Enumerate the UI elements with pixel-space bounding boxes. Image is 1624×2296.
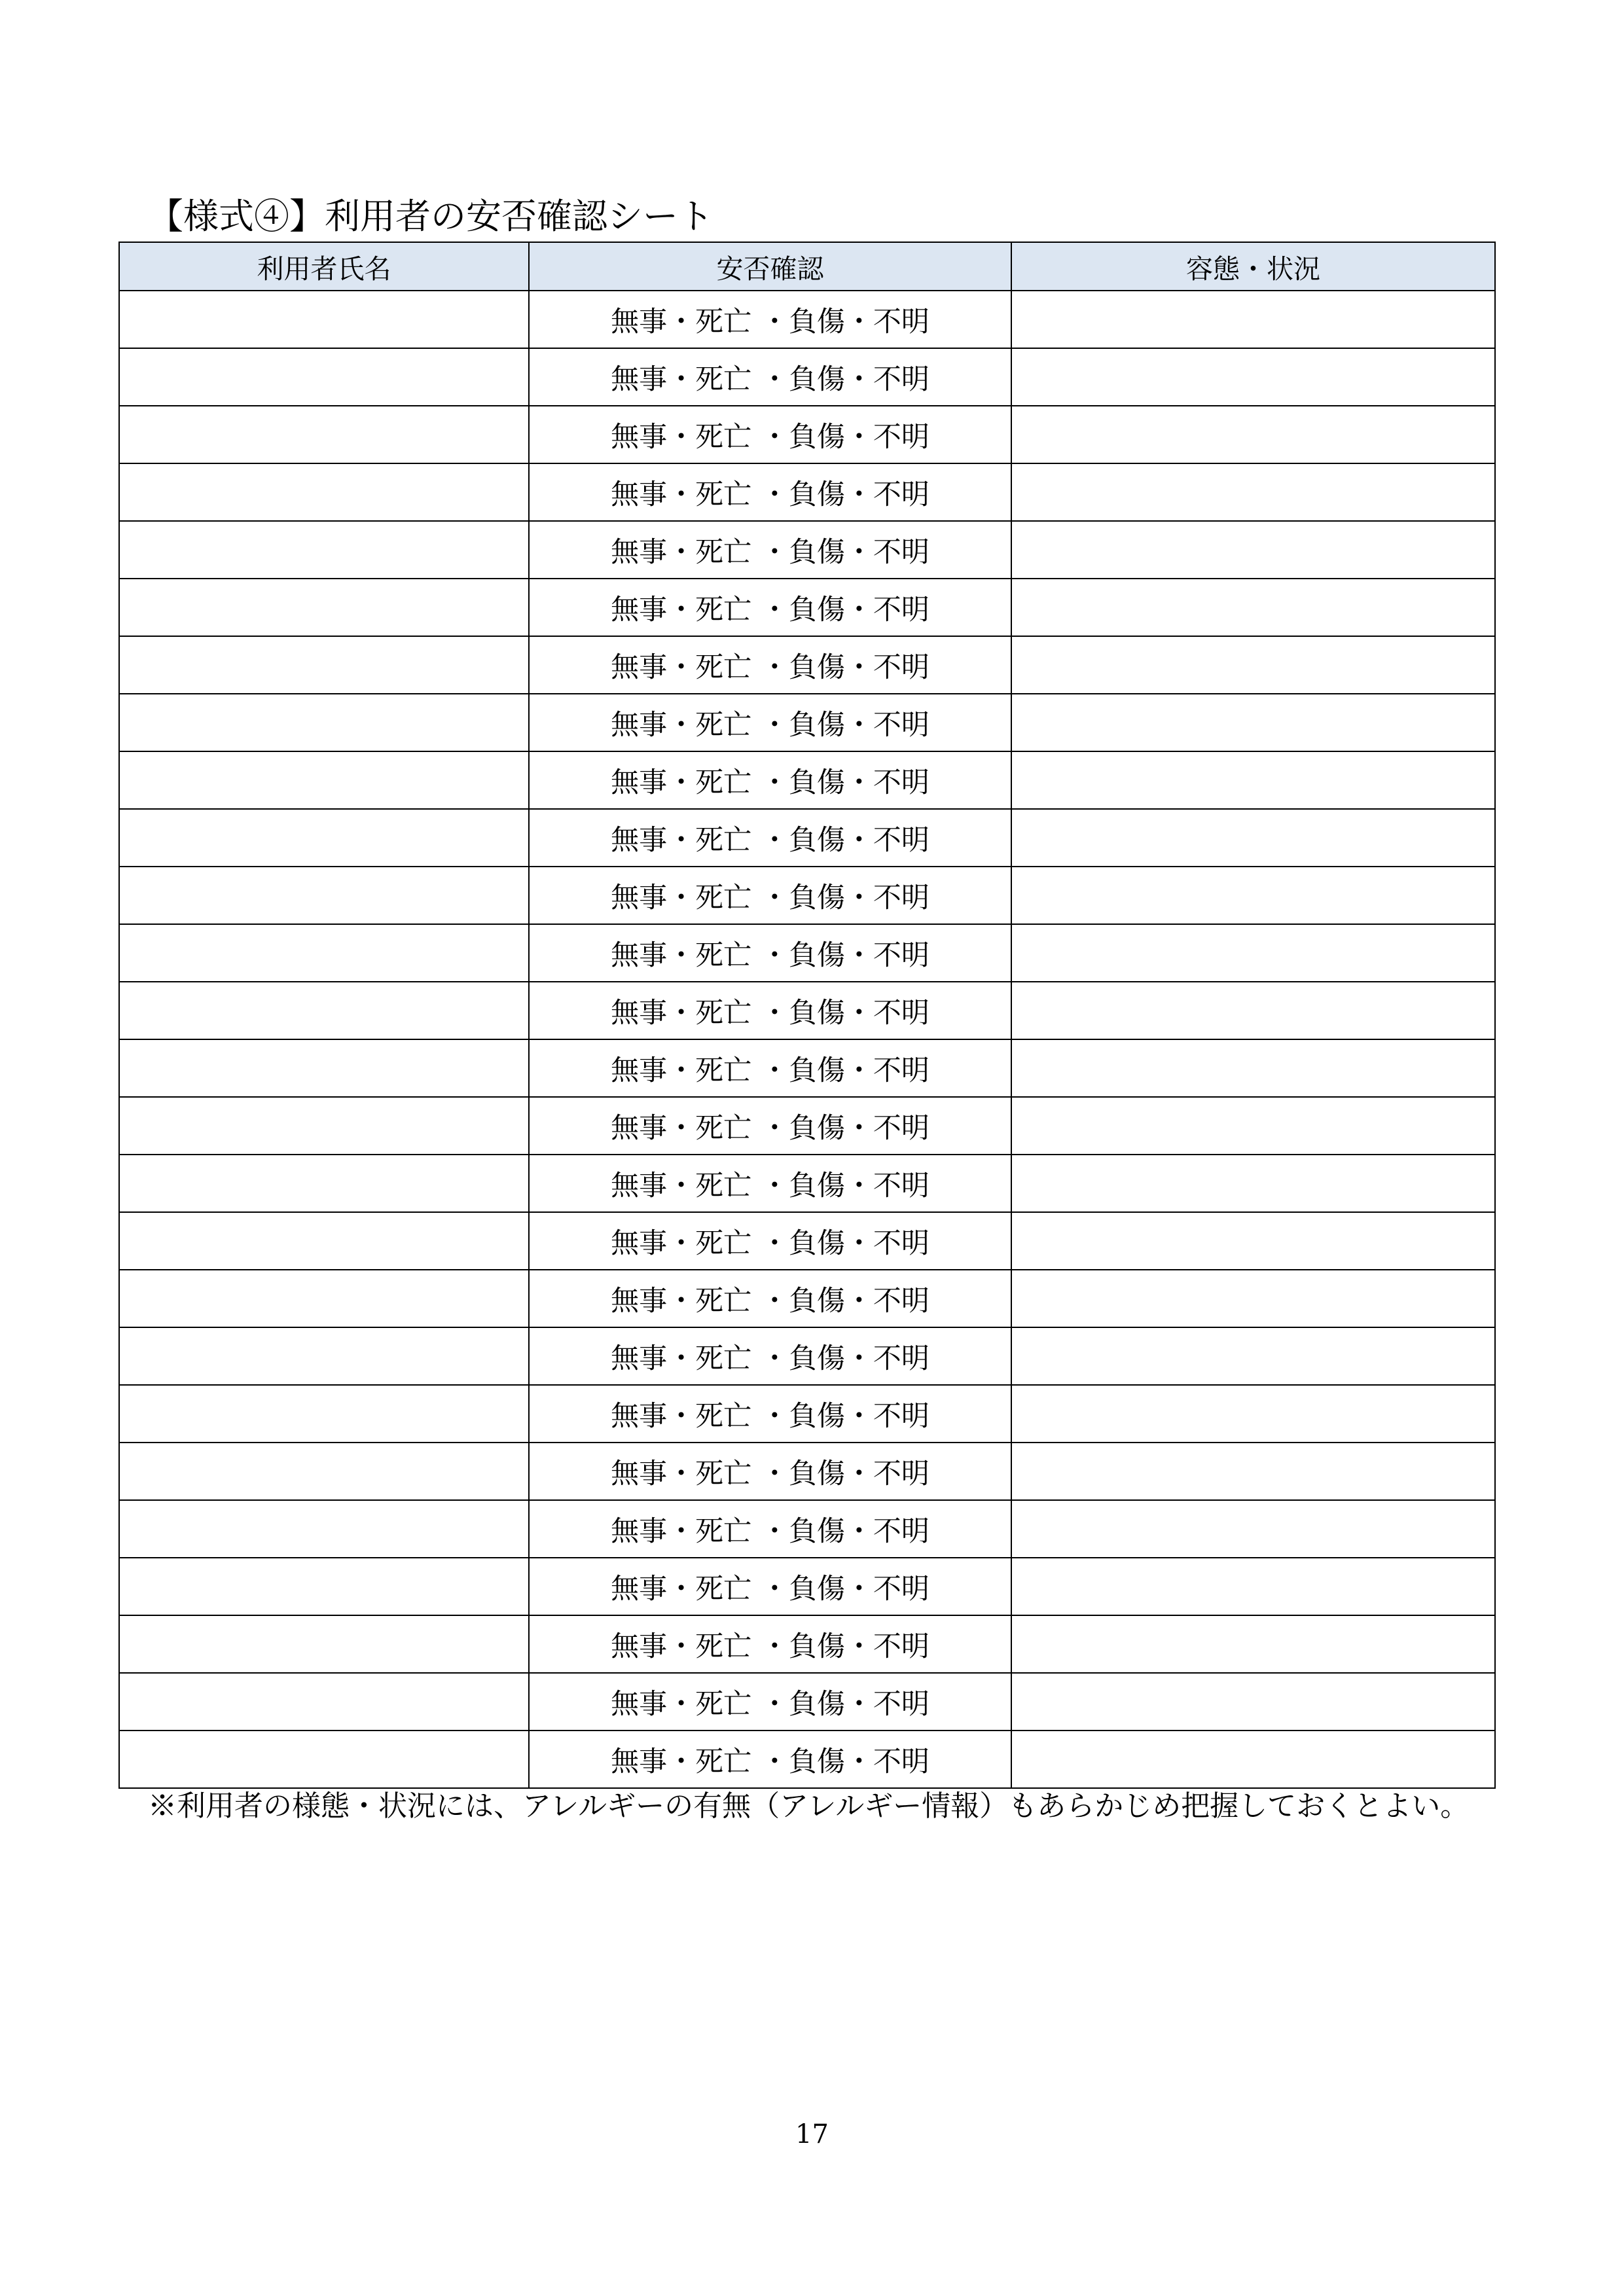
header-safety-status: 安否確認 bbox=[529, 242, 1011, 291]
safety-status-cell[interactable]: 無事・死亡 ・負傷・不明 bbox=[529, 348, 1011, 406]
safety-status-cell[interactable]: 無事・死亡 ・負傷・不明 bbox=[529, 1558, 1011, 1615]
safety-status-cell[interactable]: 無事・死亡 ・負傷・不明 bbox=[529, 463, 1011, 521]
condition-cell[interactable] bbox=[1011, 1500, 1495, 1558]
table-header-row bbox=[119, 242, 1495, 291]
condition-cell[interactable] bbox=[1011, 1731, 1495, 1788]
table-row bbox=[119, 1673, 1495, 1731]
safety-status-cell[interactable]: 無事・死亡 ・負傷・不明 bbox=[529, 1673, 1011, 1731]
table-row bbox=[119, 636, 1495, 694]
user-name-cell[interactable] bbox=[119, 636, 529, 694]
table-row bbox=[119, 463, 1495, 521]
condition-cell[interactable] bbox=[1011, 1039, 1495, 1097]
header-condition: 容態・状況 bbox=[1011, 242, 1495, 291]
table-row bbox=[119, 809, 1495, 867]
user-name-cell[interactable] bbox=[119, 982, 529, 1039]
safety-status-cell[interactable]: 無事・死亡 ・負傷・不明 bbox=[529, 1500, 1011, 1558]
safety-status-cell[interactable]: 無事・死亡 ・負傷・不明 bbox=[529, 809, 1011, 867]
table-row bbox=[119, 1212, 1495, 1270]
table-row bbox=[119, 1039, 1495, 1097]
safety-status-cell[interactable]: 無事・死亡 ・負傷・不明 bbox=[529, 1327, 1011, 1385]
page-number: 17 bbox=[795, 2119, 829, 2149]
table-row bbox=[119, 1097, 1495, 1155]
table-row bbox=[119, 1500, 1495, 1558]
user-name-cell[interactable] bbox=[119, 579, 529, 636]
table-row bbox=[119, 1615, 1495, 1673]
condition-cell[interactable] bbox=[1011, 1558, 1495, 1615]
condition-cell[interactable] bbox=[1011, 636, 1495, 694]
condition-cell[interactable] bbox=[1011, 694, 1495, 751]
condition-cell[interactable] bbox=[1011, 463, 1495, 521]
user-name-cell[interactable] bbox=[119, 1270, 529, 1327]
user-name-cell[interactable] bbox=[119, 1443, 529, 1500]
condition-cell[interactable] bbox=[1011, 1385, 1495, 1443]
user-name-cell[interactable] bbox=[119, 1039, 529, 1097]
page-title: 【様式④】利用者の安否確認シート bbox=[148, 196, 713, 237]
safety-status-cell[interactable]: 無事・死亡 ・負傷・不明 bbox=[529, 1097, 1011, 1155]
user-name-cell[interactable] bbox=[119, 463, 529, 521]
user-name-cell[interactable] bbox=[119, 291, 529, 348]
safety-status-cell[interactable]: 無事・死亡 ・負傷・不明 bbox=[529, 291, 1011, 348]
condition-cell[interactable] bbox=[1011, 1443, 1495, 1500]
safety-status-cell[interactable]: 無事・死亡 ・負傷・不明 bbox=[529, 1039, 1011, 1097]
user-name-cell[interactable] bbox=[119, 1212, 529, 1270]
table-row bbox=[119, 751, 1495, 809]
condition-cell[interactable] bbox=[1011, 751, 1495, 809]
safety-status-cell[interactable]: 無事・死亡 ・負傷・不明 bbox=[529, 1270, 1011, 1327]
condition-cell[interactable] bbox=[1011, 1615, 1495, 1673]
user-name-cell[interactable] bbox=[119, 867, 529, 924]
user-name-cell[interactable] bbox=[119, 521, 529, 579]
user-name-cell[interactable] bbox=[119, 694, 529, 751]
table-row bbox=[119, 521, 1495, 579]
user-name-cell[interactable] bbox=[119, 1615, 529, 1673]
user-name-cell[interactable] bbox=[119, 406, 529, 463]
condition-cell[interactable] bbox=[1011, 924, 1495, 982]
table-body bbox=[119, 291, 1495, 1788]
condition-cell[interactable] bbox=[1011, 291, 1495, 348]
condition-cell[interactable] bbox=[1011, 982, 1495, 1039]
safety-status-cell[interactable]: 無事・死亡 ・負傷・不明 bbox=[529, 521, 1011, 579]
safety-status-cell[interactable]: 無事・死亡 ・負傷・不明 bbox=[529, 1212, 1011, 1270]
condition-cell[interactable] bbox=[1011, 1327, 1495, 1385]
safety-status-cell[interactable]: 無事・死亡 ・負傷・不明 bbox=[529, 751, 1011, 809]
user-name-cell[interactable] bbox=[119, 809, 529, 867]
user-name-cell[interactable] bbox=[119, 1385, 529, 1443]
safety-status-cell[interactable]: 無事・死亡 ・負傷・不明 bbox=[529, 1155, 1011, 1212]
safety-status-cell[interactable]: 無事・死亡 ・負傷・不明 bbox=[529, 1615, 1011, 1673]
safety-status-cell[interactable]: 無事・死亡 ・負傷・不明 bbox=[529, 636, 1011, 694]
safety-status-cell[interactable]: 無事・死亡 ・負傷・不明 bbox=[529, 579, 1011, 636]
user-name-cell[interactable] bbox=[119, 1558, 529, 1615]
footnote: ※利用者の様態・状況には、アレルギーの有無（アレルギー情報）もあらかじめ把握しておくとよい。 bbox=[148, 1789, 1470, 1823]
safety-status-cell[interactable]: 無事・死亡 ・負傷・不明 bbox=[529, 1731, 1011, 1788]
table-row bbox=[119, 867, 1495, 924]
table-row bbox=[119, 694, 1495, 751]
condition-cell[interactable] bbox=[1011, 1270, 1495, 1327]
user-name-cell[interactable] bbox=[119, 924, 529, 982]
table-row bbox=[119, 982, 1495, 1039]
condition-cell[interactable] bbox=[1011, 1673, 1495, 1731]
table-row bbox=[119, 924, 1495, 982]
user-name-cell[interactable] bbox=[119, 1731, 529, 1788]
table-row bbox=[119, 348, 1495, 406]
user-name-cell[interactable] bbox=[119, 751, 529, 809]
user-name-cell[interactable] bbox=[119, 348, 529, 406]
condition-cell[interactable] bbox=[1011, 406, 1495, 463]
condition-cell[interactable] bbox=[1011, 1212, 1495, 1270]
table-row bbox=[119, 1443, 1495, 1500]
table-row bbox=[119, 579, 1495, 636]
header-user-name: 利用者氏名 bbox=[119, 242, 529, 291]
user-name-cell[interactable] bbox=[119, 1500, 529, 1558]
safety-status-cell[interactable]: 無事・死亡 ・負傷・不明 bbox=[529, 1385, 1011, 1443]
table-row bbox=[119, 1385, 1495, 1443]
table-row bbox=[119, 1270, 1495, 1327]
safety-status-cell[interactable]: 無事・死亡 ・負傷・不明 bbox=[529, 982, 1011, 1039]
safety-status-cell[interactable]: 無事・死亡 ・負傷・不明 bbox=[529, 406, 1011, 463]
table-row bbox=[119, 406, 1495, 463]
condition-cell[interactable] bbox=[1011, 809, 1495, 867]
condition-cell[interactable] bbox=[1011, 348, 1495, 406]
safety-check-table bbox=[118, 242, 1496, 1789]
user-name-cell[interactable] bbox=[119, 1673, 529, 1731]
safety-status-cell[interactable]: 無事・死亡 ・負傷・不明 bbox=[529, 1443, 1011, 1500]
condition-cell[interactable] bbox=[1011, 521, 1495, 579]
safety-status-cell[interactable]: 無事・死亡 ・負傷・不明 bbox=[529, 694, 1011, 751]
table-row bbox=[119, 1155, 1495, 1212]
condition-cell[interactable] bbox=[1011, 1097, 1495, 1155]
user-name-cell[interactable] bbox=[119, 1097, 529, 1155]
safety-status-cell[interactable]: 無事・死亡 ・負傷・不明 bbox=[529, 867, 1011, 924]
condition-cell[interactable] bbox=[1011, 867, 1495, 924]
safety-status-cell[interactable]: 無事・死亡 ・負傷・不明 bbox=[529, 924, 1011, 982]
condition-cell[interactable] bbox=[1011, 1155, 1495, 1212]
user-name-cell[interactable] bbox=[119, 1327, 529, 1385]
table-row bbox=[119, 291, 1495, 348]
table-row bbox=[119, 1327, 1495, 1385]
user-name-cell[interactable] bbox=[119, 1155, 529, 1212]
condition-cell[interactable] bbox=[1011, 579, 1495, 636]
table-row bbox=[119, 1558, 1495, 1615]
table-row bbox=[119, 1731, 1495, 1788]
